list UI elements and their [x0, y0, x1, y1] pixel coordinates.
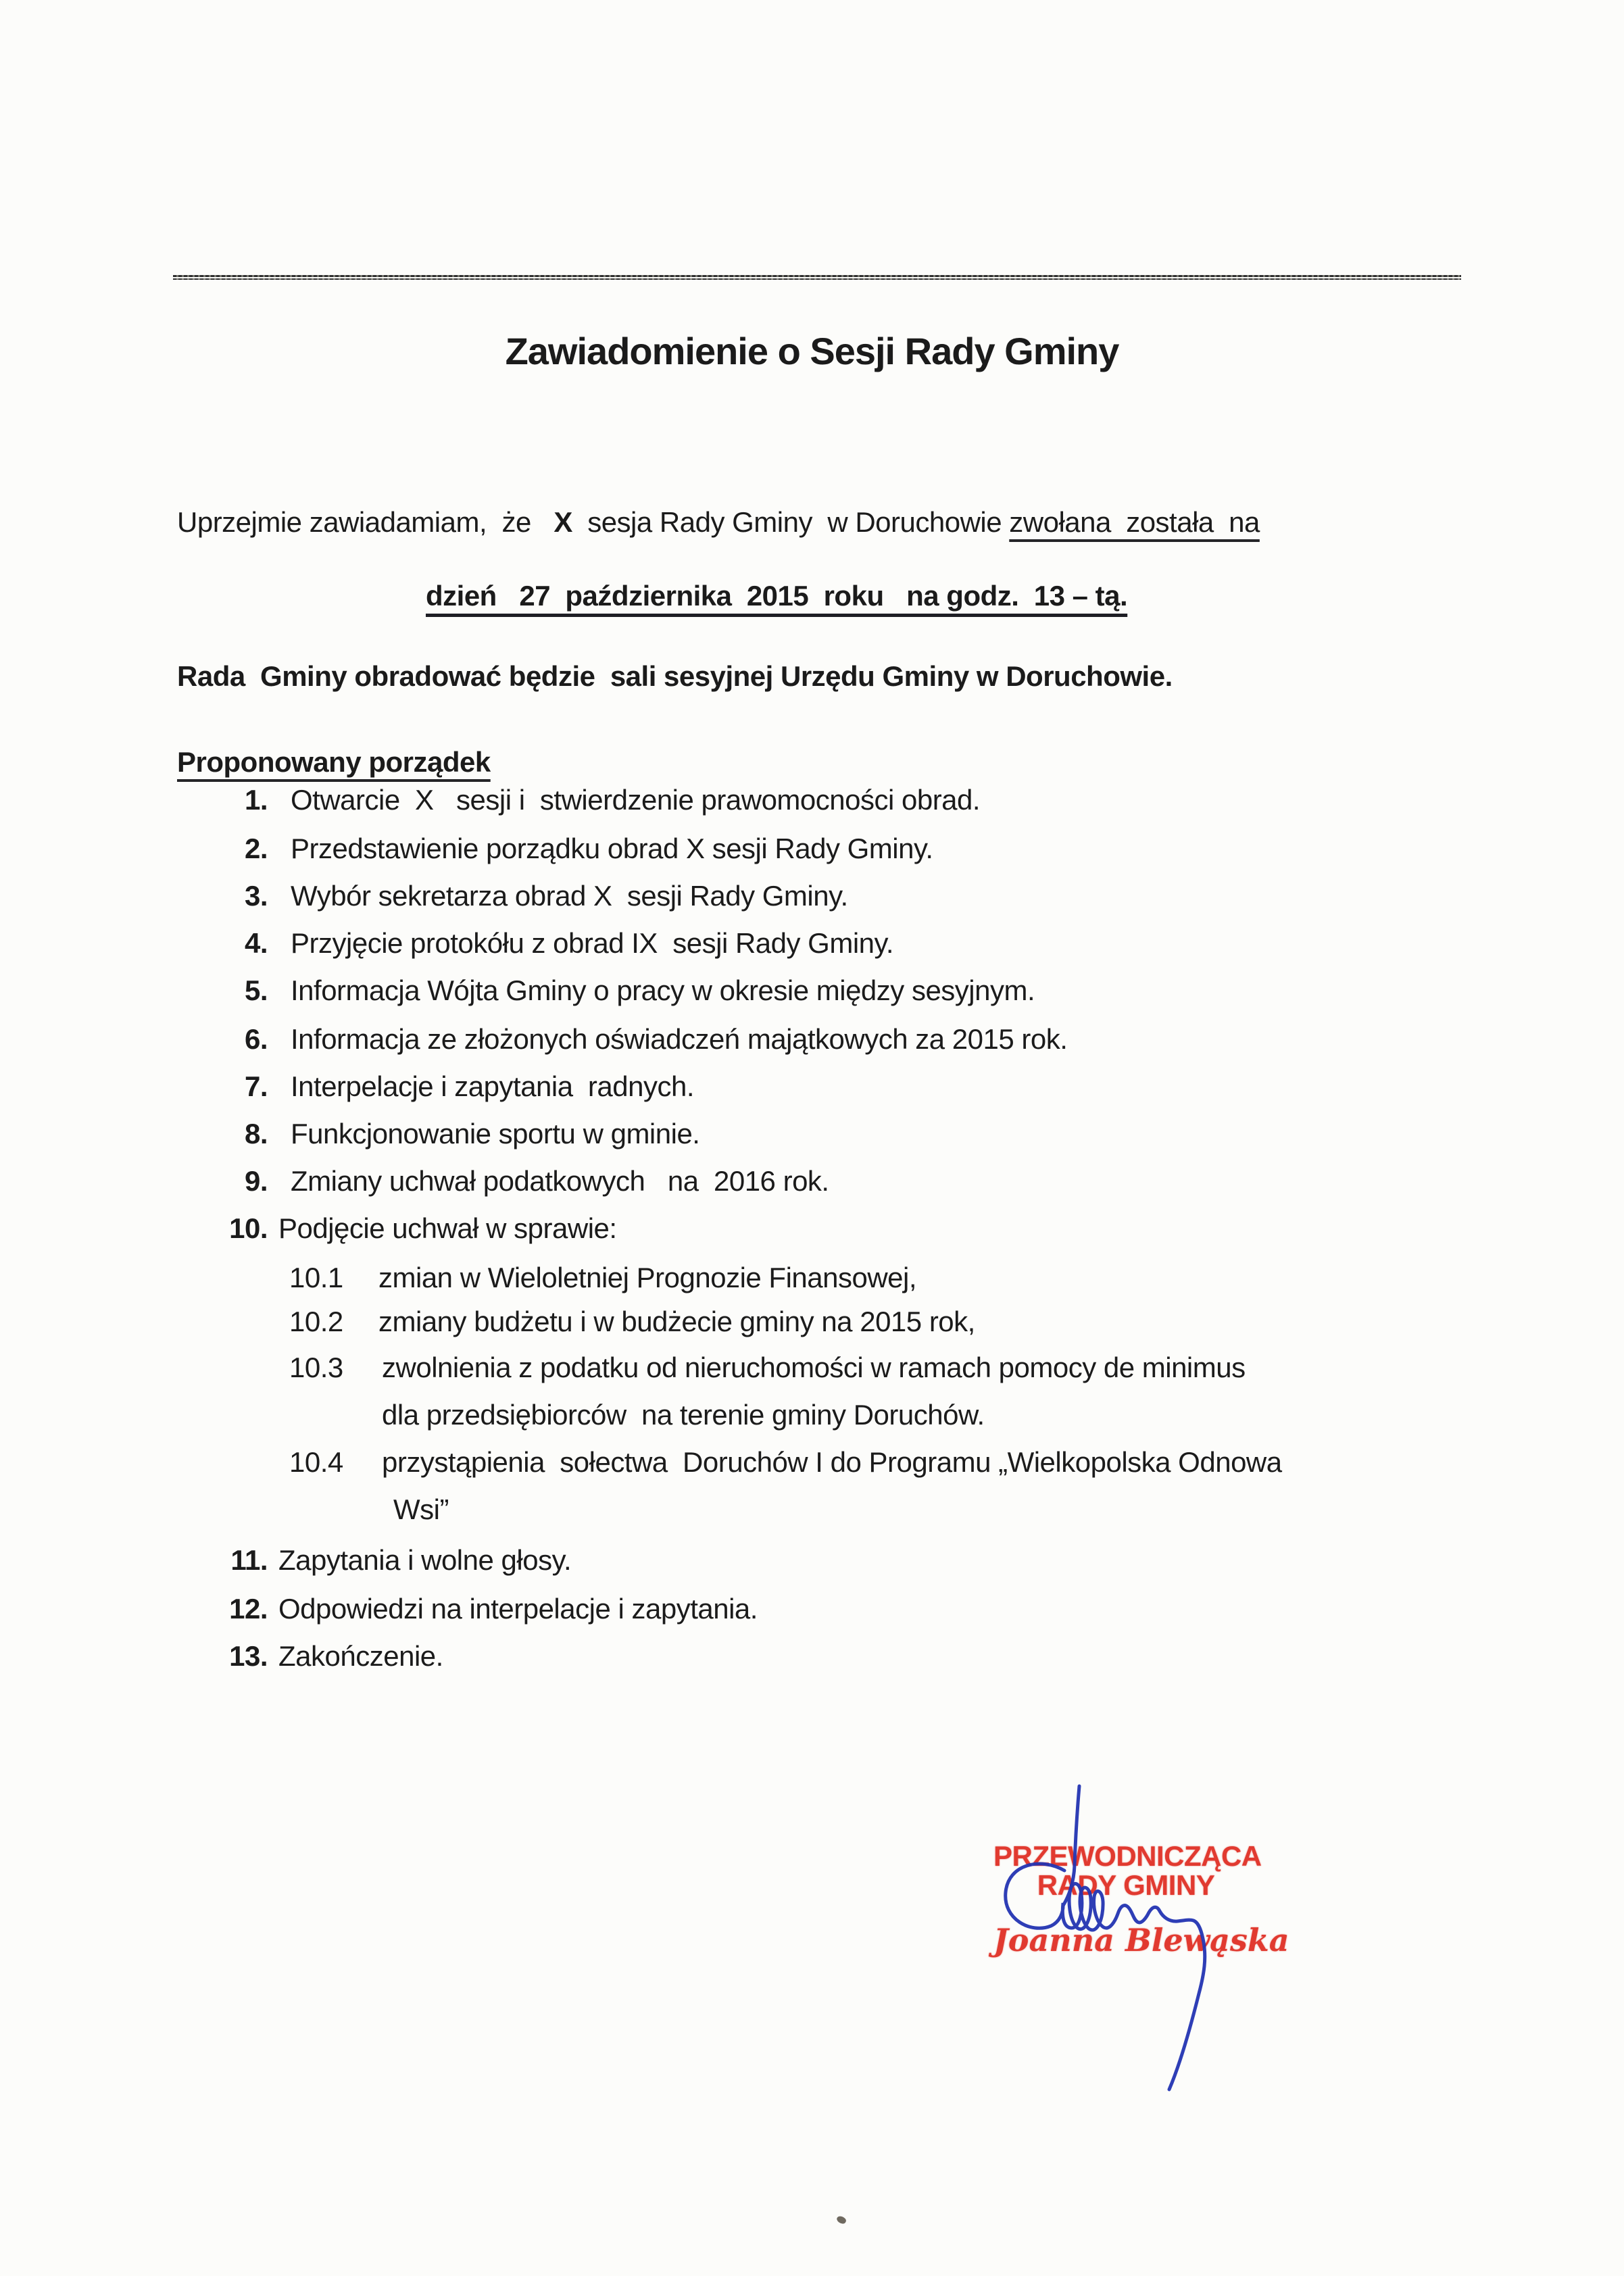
agenda-item-number: 2. [244, 833, 268, 864]
signature-loops-stroke [1006, 1864, 1205, 2089]
agenda-item-text: Przyjęcie protokółu z obrad IX sesji Rady Gminy. [291, 927, 894, 959]
intro-underlined-text: zwołana została na [1009, 506, 1260, 538]
agenda-item-text: Zakończenie. [278, 1640, 443, 1672]
session-venue-line: Rada Gminy obradować będzie sali sesyjnej Urzędu Gminy w Doruchowie. [177, 660, 1173, 692]
agenda-item-text: Odpowiedzi na interpelacje i zapytania. [278, 1593, 758, 1625]
agenda-item-text: Funkcjonowanie sportu w gminie. [291, 1118, 700, 1149]
sub-item-text: zmian w Wieloletniej Prognozie Finansowej, [378, 1262, 917, 1293]
agenda-item-number: 6. [244, 1023, 268, 1055]
agenda-item-number: 12. [229, 1593, 268, 1625]
sub-item-text-continued: dla przedsiębiorców na terenie gminy Doruchów. [382, 1399, 985, 1431]
top-horizontal-rule [173, 275, 1461, 280]
sub-item-number: 10.1 [289, 1262, 343, 1293]
scan-noise-speck [835, 2215, 847, 2225]
sub-item-text: zmiany budżetu i w budżecie gminy na 2015 rok, [378, 1306, 975, 1337]
agenda-item-number: 9. [244, 1165, 268, 1197]
intro-paragraph [177, 505, 1260, 539]
agenda-item-text: Zmiany uchwał podatkowych na 2016 rok. [291, 1165, 829, 1197]
sub-item-number: 10.2 [289, 1306, 343, 1337]
stamp-name: Joanna Blewąska [993, 1922, 1289, 1958]
agenda-item-text: Zapytania i wolne głosy. [278, 1544, 572, 1576]
stamp-role-line-1: PRZEWODNICZĄCA [993, 1840, 1262, 1872]
sub-item-text: zwolnienia z podatku od nieruchomości w ramach pomocy de minimus [382, 1352, 1246, 1383]
sub-item-number: 10.4 [289, 1446, 343, 1478]
intro-text-2: sesja Rady Gminy w Doruchowie [572, 506, 1010, 538]
agenda-item-number: 13. [229, 1640, 268, 1672]
session-number-bold: X [553, 506, 572, 538]
agenda-item-text: Informacja ze złożonych oświadczeń majątkowych za 2015 rok. [291, 1023, 1068, 1055]
agenda-item-number: 8. [244, 1118, 268, 1149]
sub-item-text-continued: Wsi” [393, 1493, 449, 1525]
agenda-heading: Proponowany porządek [177, 746, 491, 778]
agenda-item-number: 4. [244, 927, 268, 959]
stamp-role-line-2: RADY GMINY [1037, 1869, 1215, 1901]
agenda-item-text: Interpelacje i zapytania radnych. [291, 1070, 695, 1102]
agenda-item-number: 10. [229, 1212, 268, 1244]
session-date-line: dzień 27 października 2015 roku na godz. 13 – tą. [426, 580, 1128, 612]
agenda-item-text: Podjęcie uchwał w sprawie: [278, 1212, 617, 1244]
sub-item-text: przystąpienia sołectwa Doruchów I do Programu „Wielkopolska Odnowa [382, 1446, 1282, 1478]
agenda-item-text: Otwarcie X sesji i stwierdzenie prawomocności obrad. [291, 784, 981, 816]
agenda-item-text: Przedstawienie porządku obrad X sesji Rady Gminy. [291, 833, 933, 864]
agenda-item-text: Wybór sekretarza obrad X sesji Rady Gminy. [291, 880, 848, 912]
agenda-item-text: Informacja Wójta Gminy o pracy w okresie między sesyjnym. [291, 974, 1035, 1006]
agenda-item-number: 1. [244, 784, 268, 816]
agenda-item-number: 5. [244, 974, 268, 1006]
sub-item-number: 10.3 [289, 1352, 343, 1383]
intro-text-1: Uprzejmie zawiadamiam, że [177, 506, 554, 538]
document-title: Zawiadomienie o Sesji Rady Gminy [505, 330, 1119, 372]
agenda-item-number: 3. [244, 880, 268, 912]
agenda-item-number: 7. [244, 1070, 268, 1102]
agenda-item-number: 11. [230, 1544, 268, 1576]
handwritten-signature [966, 1777, 1250, 2102]
